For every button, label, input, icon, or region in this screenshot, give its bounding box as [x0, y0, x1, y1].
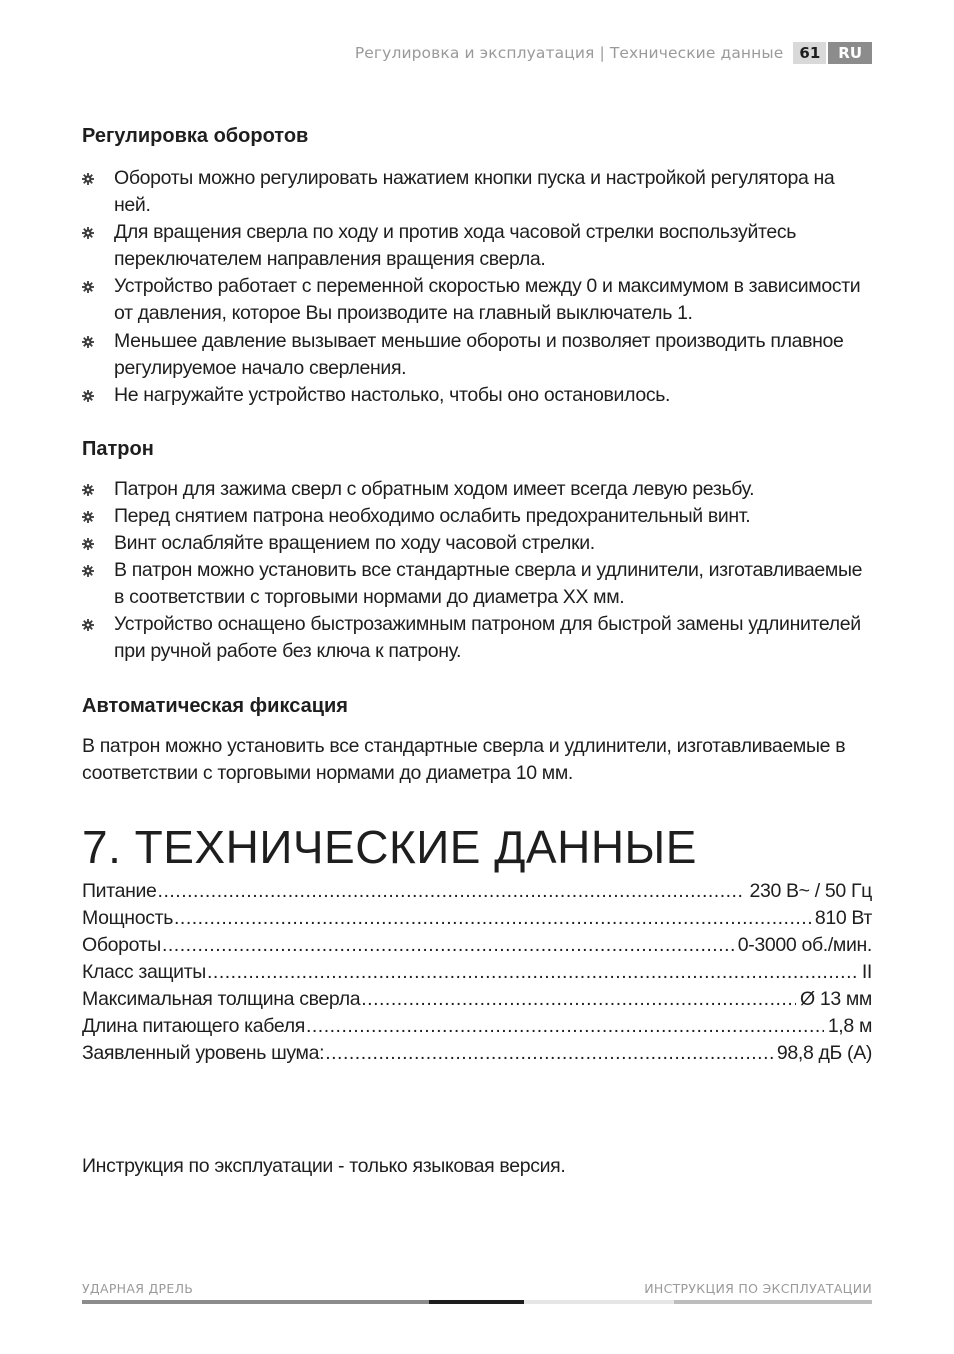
auto-lock-text: В патрон можно установить все стандартные сверла и удлинители, изготавливаемые в соответствии с торговыми нормами до диаметра 10 мм.: [82, 735, 846, 784]
footer-product-name: УДАРНАЯ ДРЕЛЬ: [82, 1281, 194, 1296]
chuck-heading: Патрон: [82, 438, 154, 460]
language-badge: RU: [828, 42, 872, 64]
gear-bullet-icon: [82, 484, 94, 496]
spec-row: Длина питающего кабеля ..... 1,8 м: [82, 1015, 872, 1042]
list-item: Перед снятием патрона необходимо ослабить предохранительный винт.: [82, 503, 872, 530]
list-item: Для вращения сверла по ходу и против хода часовой стрелки воспользуйтесь переключателем направления вращения сверла.: [82, 219, 872, 273]
list-item: Не нагружайте устройство настолько, чтобы оно остановилось.: [82, 382, 872, 409]
list-item: Патрон для зажима сверл с обратным ходом имеет всегда левую резьбу.: [82, 476, 872, 503]
spec-row: Мощность ..... 810 Вт: [82, 907, 872, 934]
list-item: Меньшее давление вызывает меньшие обороты и позволяет производить плавное регулируемое начало сверления.: [82, 328, 872, 382]
page-header: [355, 42, 872, 64]
gear-bullet-icon: [82, 173, 94, 185]
tech-title: 7. ТЕХНИЧЕСКИЕ ДАННЫЕ: [82, 821, 697, 873]
list-item: Устройство работает с переменной скоростью между 0 и максимумом в зависимости от давления, которое Вы производите на главный выключатель 1.: [82, 273, 872, 327]
specs-table: [82, 880, 872, 1069]
gear-bullet-icon: [82, 619, 94, 631]
gear-bullet-icon: [82, 511, 94, 523]
gear-bullet-icon: [82, 390, 94, 402]
speed-list: [82, 165, 872, 327]
header-section-title: Регулировка и эксплуатация | Технические данные: [354, 44, 784, 62]
gear-bullet-icon: [82, 538, 94, 550]
spec-row: Питание ..... 230 В~ / 50 Гц: [82, 880, 872, 907]
language-note: Инструкция по эксплуатации - только языковая версия.: [82, 1155, 566, 1177]
footer-bar-segment: [429, 1300, 524, 1304]
gear-bullet-icon: [82, 281, 94, 293]
footer-manual-label: ИНСТРУКЦИЯ ПО ЭКСПЛУАТАЦИИ: [644, 1281, 872, 1296]
spec-row: Максимальная толщина сверла ..... Ø 13 мм: [82, 988, 872, 1015]
page-number: 61: [793, 42, 826, 64]
footer-bar-segment: [82, 1300, 429, 1304]
list-item: Обороты можно регулировать нажатием кнопки пуска и настройкой регулятора на ней.: [82, 165, 872, 219]
gear-bullet-icon: [82, 565, 94, 577]
footer-bar: [82, 1300, 872, 1304]
footer-bar-segment: [524, 1300, 674, 1304]
list-item: В патрон можно установить все стандартные сверла и удлинители, изготавливаемые в соответствии с торговыми нормами до диаметра XX мм.: [82, 557, 872, 611]
footer-bar-segment: [674, 1300, 872, 1304]
speed-heading: Регулировка оборотов: [82, 125, 309, 147]
auto-lock-heading: Автоматическая фиксация: [82, 695, 348, 717]
spec-row: Обороты ..... 0-3000 об./мин.: [82, 934, 872, 961]
gear-bullet-icon: [82, 336, 94, 348]
list-item: Устройство оснащено быстрозажимным патроном для быстрой замены удлинителей при ручной работе без ключа к патрону.: [82, 611, 872, 665]
speed-list-2: [82, 328, 872, 409]
spec-row: Класс защиты ..... II: [82, 961, 872, 988]
gear-bullet-icon: [82, 227, 94, 239]
chuck-list: [82, 476, 872, 665]
spec-row: Заявленный уровень шума: ..... 98,8 дБ (A): [82, 1042, 872, 1069]
list-item: Винт ослабляйте вращением по ходу часовой стрелки.: [82, 530, 872, 557]
